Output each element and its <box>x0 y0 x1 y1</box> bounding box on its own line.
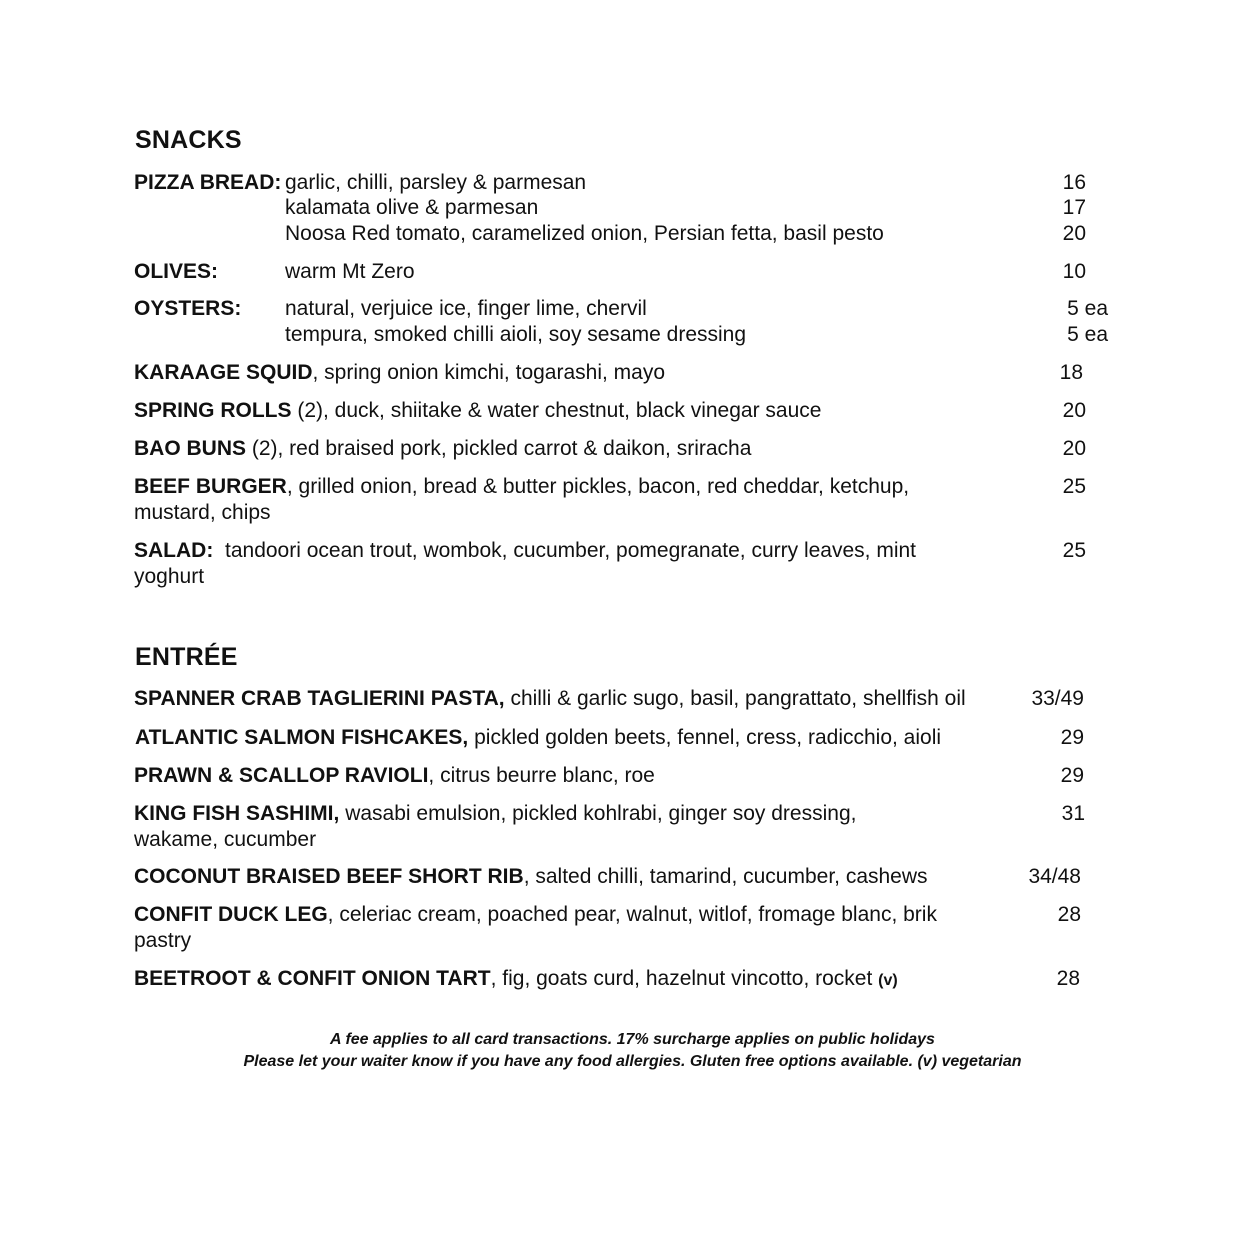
menu-item-name: SPANNER CRAB TAGLIERINI PASTA, <box>134 687 505 710</box>
menu-item-price: 33/49 <box>1031 687 1084 710</box>
menu-item-name: KING FISH SASHIMI, <box>134 802 340 825</box>
menu-item-name: COCONUT BRAISED BEEF SHORT RIB <box>134 865 524 888</box>
menu-item <box>134 966 898 994</box>
menu-item-name: BEEF BURGER <box>134 475 287 498</box>
menu-item-desc: (2), duck, shiitake & water chestnut, black vinegar sauce <box>291 399 822 422</box>
menu-item-name: BEETROOT & CONFIT ONION TART <box>134 967 491 990</box>
menu-item <box>134 902 964 954</box>
menu-item-desc: , fig, goats curd, hazelnut vincotto, rocket <box>490 967 879 990</box>
menu-item-price: 20 <box>1062 399 1086 422</box>
menu-item-name: SPRING ROLLS <box>134 399 292 422</box>
menu-item-price: 31 <box>1061 802 1085 825</box>
menu-item-desc: , salted chilli, tamarind, cucumber, cashews <box>523 865 928 888</box>
menu-item-name: KARAAGE SQUID <box>134 361 313 384</box>
menu-item-name: ATLANTIC SALMON FISHCAKES, <box>135 726 469 749</box>
pizza-option-price: 20 <box>1062 222 1086 245</box>
menu-item <box>134 398 821 424</box>
menu-item <box>134 801 894 853</box>
menu-item-price: 20 <box>1062 437 1086 460</box>
menu-item-desc: wasabi emulsion, pickled kohlrabi, ginger soy dressing, wakame, cucumber <box>134 802 857 851</box>
oyster-option-desc: tempura, smoked chilli aioli, soy sesame dressing <box>285 323 747 346</box>
pizza-option-price: 17 <box>1062 196 1086 219</box>
menu-item <box>134 864 928 890</box>
footer-allergy-note: Please let your waiter know if you have any food allergies. Gluten free options available. (v) vegetarian <box>243 1053 1022 1070</box>
menu-item <box>134 538 964 590</box>
menu-item-price: 18 <box>1059 361 1083 384</box>
footer-surcharge-note: A fee applies to all card transactions. 17% surcharge applies on public holidays <box>330 1031 935 1048</box>
menu-item-price: 25 <box>1062 475 1086 498</box>
menu-item-desc: , grilled onion, bread & butter pickles, bacon, red cheddar, ketchup, mustard, chips <box>134 475 910 524</box>
entree-heading: ENTRÉE <box>135 643 238 671</box>
menu-item <box>135 725 941 751</box>
menu-item <box>134 686 966 712</box>
oyster-option-price: 5 ea <box>1067 323 1108 346</box>
menu-item-desc: , citrus beurre blanc, roe <box>428 764 655 787</box>
menu-item-name: PRAWN & SCALLOP RAVIOLI <box>134 764 429 787</box>
menu-item-price: 28 <box>1057 903 1081 926</box>
menu-item-desc: , spring onion kimchi, togarashi, mayo <box>312 361 666 384</box>
pizza-option-desc: kalamata olive & parmesan <box>285 196 539 219</box>
pizza-option-price: 16 <box>1062 171 1086 194</box>
menu-item-desc: , celeriac cream, poached pear, walnut, witlof, fromage blanc, brik pastry <box>134 903 937 952</box>
vegetarian-tag: (v) <box>878 972 898 989</box>
menu-item <box>134 763 655 789</box>
snacks-heading: SNACKS <box>135 126 242 154</box>
menu-item-price: 34/48 <box>1028 865 1081 888</box>
olives-label: OLIVES: <box>134 260 219 283</box>
menu-item-desc: tandoori ocean trout, wombok, cucumber, pomegranate, curry leaves, mint yoghurt <box>134 539 922 588</box>
menu-item-desc: chilli & garlic sugo, basil, pangrattato, shellfish oil <box>504 687 966 710</box>
pizza-option-desc: garlic, chilli, parsley & parmesan <box>285 171 587 194</box>
oysters-label: OYSTERS: <box>134 297 242 320</box>
menu-item-price: 28 <box>1056 967 1080 990</box>
menu-item-desc: (2), red braised pork, pickled carrot & daikon, sriracha <box>246 437 752 460</box>
pizza-bread-label: PIZZA BREAD: <box>134 171 282 194</box>
menu-item <box>134 474 964 526</box>
oyster-option-desc: natural, verjuice ice, finger lime, chervil <box>285 297 647 320</box>
menu-item-name: CONFIT DUCK LEG <box>134 903 328 926</box>
menu-item <box>134 360 665 386</box>
menu-item-desc: pickled golden beets, fennel, cress, radicchio, aioli <box>468 726 942 749</box>
olives-desc: warm Mt Zero <box>285 260 415 283</box>
menu-item-name: BAO BUNS <box>134 437 247 460</box>
menu-item-price: 29 <box>1060 764 1084 787</box>
menu-item-name: SALAD: <box>134 539 214 562</box>
menu-item-price: 29 <box>1060 726 1084 749</box>
oyster-option-price: 5 ea <box>1067 297 1108 320</box>
menu-item <box>134 436 751 462</box>
pizza-option-desc: Noosa Red tomato, caramelized onion, Persian fetta, basil pesto <box>285 222 884 245</box>
menu-item-price: 25 <box>1062 539 1086 562</box>
olives-price: 10 <box>1062 260 1086 283</box>
